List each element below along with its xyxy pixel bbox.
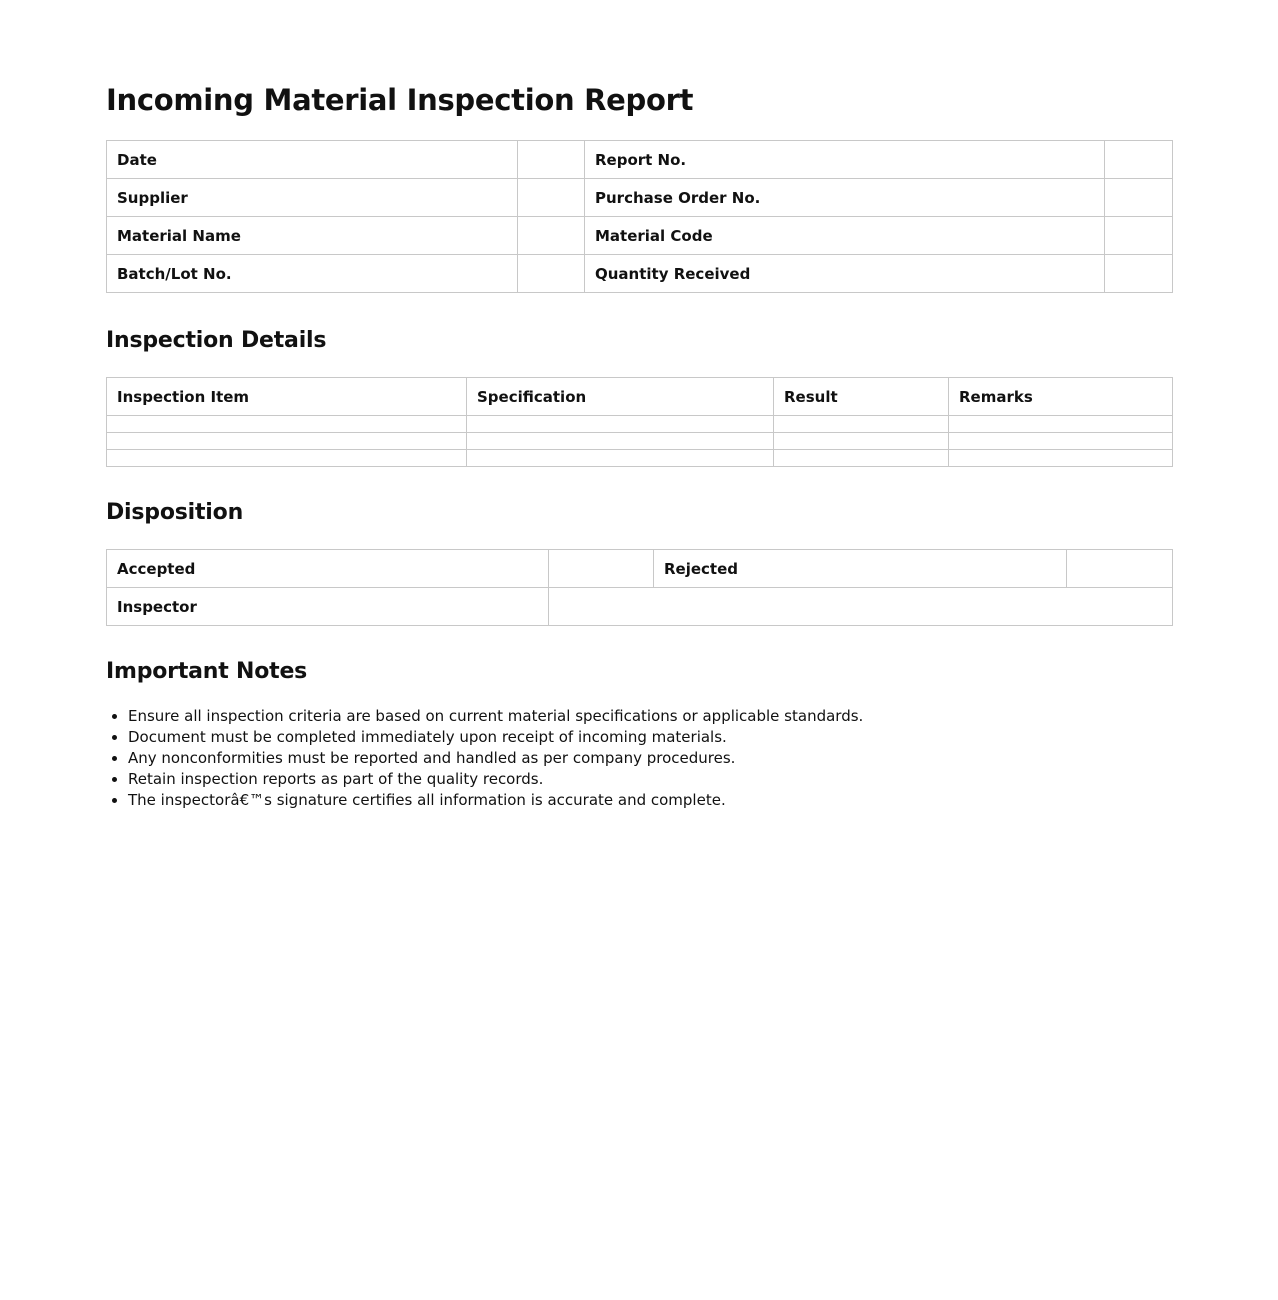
result-cell[interactable] (774, 416, 949, 433)
purchase-order-no-label: Purchase Order No. (585, 179, 1105, 217)
header-row-batch-lot (107, 255, 1173, 293)
column-header-specification: Specification (467, 378, 774, 416)
date-label: Date (107, 141, 518, 179)
report-no-field[interactable] (1105, 141, 1173, 179)
inspection-item-cell[interactable] (107, 416, 467, 433)
report-header-table (106, 140, 1173, 293)
accepted-field[interactable] (549, 550, 654, 588)
column-header-remarks: Remarks (949, 378, 1173, 416)
specification-cell[interactable] (467, 416, 774, 433)
material-code-field[interactable] (1105, 217, 1173, 255)
table-row (107, 450, 1173, 467)
inspection-header-row (107, 378, 1173, 416)
supplier-label: Supplier (107, 179, 518, 217)
inspection-item-cell[interactable] (107, 433, 467, 450)
rejected-label: Rejected (654, 550, 1067, 588)
list-item: • Retain inspection reports as part of the quality records. (128, 769, 1172, 790)
header-row-material-name (107, 217, 1173, 255)
result-cell[interactable] (774, 433, 949, 450)
list-item: • Ensure all inspection criteria are based on current material specifications or applicable standards. (128, 706, 1172, 727)
list-item: • The inspectorâ€™s signature certifies all information is accurate and complete. (128, 790, 1172, 811)
header-row-date (107, 141, 1173, 179)
important-notes-heading: Important Notes (106, 659, 308, 684)
accepted-label: Accepted (107, 550, 549, 588)
quantity-received-field[interactable] (1105, 255, 1173, 293)
purchase-order-no-field[interactable] (1105, 179, 1173, 217)
report-no-label: Report No. (585, 141, 1105, 179)
disposition-table (106, 549, 1173, 626)
quantity-received-label: Quantity Received (585, 255, 1105, 293)
specification-cell[interactable] (467, 433, 774, 450)
list-item: • Any nonconformities must be reported and handled as per company procedures. (128, 748, 1172, 769)
batch-lot-no-field[interactable] (518, 255, 585, 293)
inspector-field[interactable] (549, 588, 1173, 626)
header-row-supplier (107, 179, 1173, 217)
page-title: Incoming Material Inspection Report (106, 83, 694, 117)
batch-lot-no-label: Batch/Lot No. (107, 255, 518, 293)
inspection-details-heading: Inspection Details (106, 328, 327, 353)
table-row (107, 416, 1173, 433)
inspection-item-cell[interactable] (107, 450, 467, 467)
material-name-label: Material Name (107, 217, 518, 255)
remarks-cell[interactable] (949, 433, 1173, 450)
rejected-field[interactable] (1067, 550, 1173, 588)
inspector-row (107, 588, 1173, 626)
column-header-result: Result (774, 378, 949, 416)
list-item: • Document must be completed immediately upon receipt of incoming materials. (128, 727, 1172, 748)
supplier-field[interactable] (518, 179, 585, 217)
disposition-heading: Disposition (106, 500, 244, 525)
remarks-cell[interactable] (949, 416, 1173, 433)
disposition-row (107, 550, 1173, 588)
table-row (107, 433, 1173, 450)
inspector-label: Inspector (107, 588, 549, 626)
date-field[interactable] (518, 141, 585, 179)
column-header-inspection-item: Inspection Item (107, 378, 467, 416)
important-notes-list (106, 706, 1172, 811)
inspection-details-table (106, 377, 1173, 467)
specification-cell[interactable] (467, 450, 774, 467)
material-code-label: Material Code (585, 217, 1105, 255)
remarks-cell[interactable] (949, 450, 1173, 467)
result-cell[interactable] (774, 450, 949, 467)
material-name-field[interactable] (518, 217, 585, 255)
